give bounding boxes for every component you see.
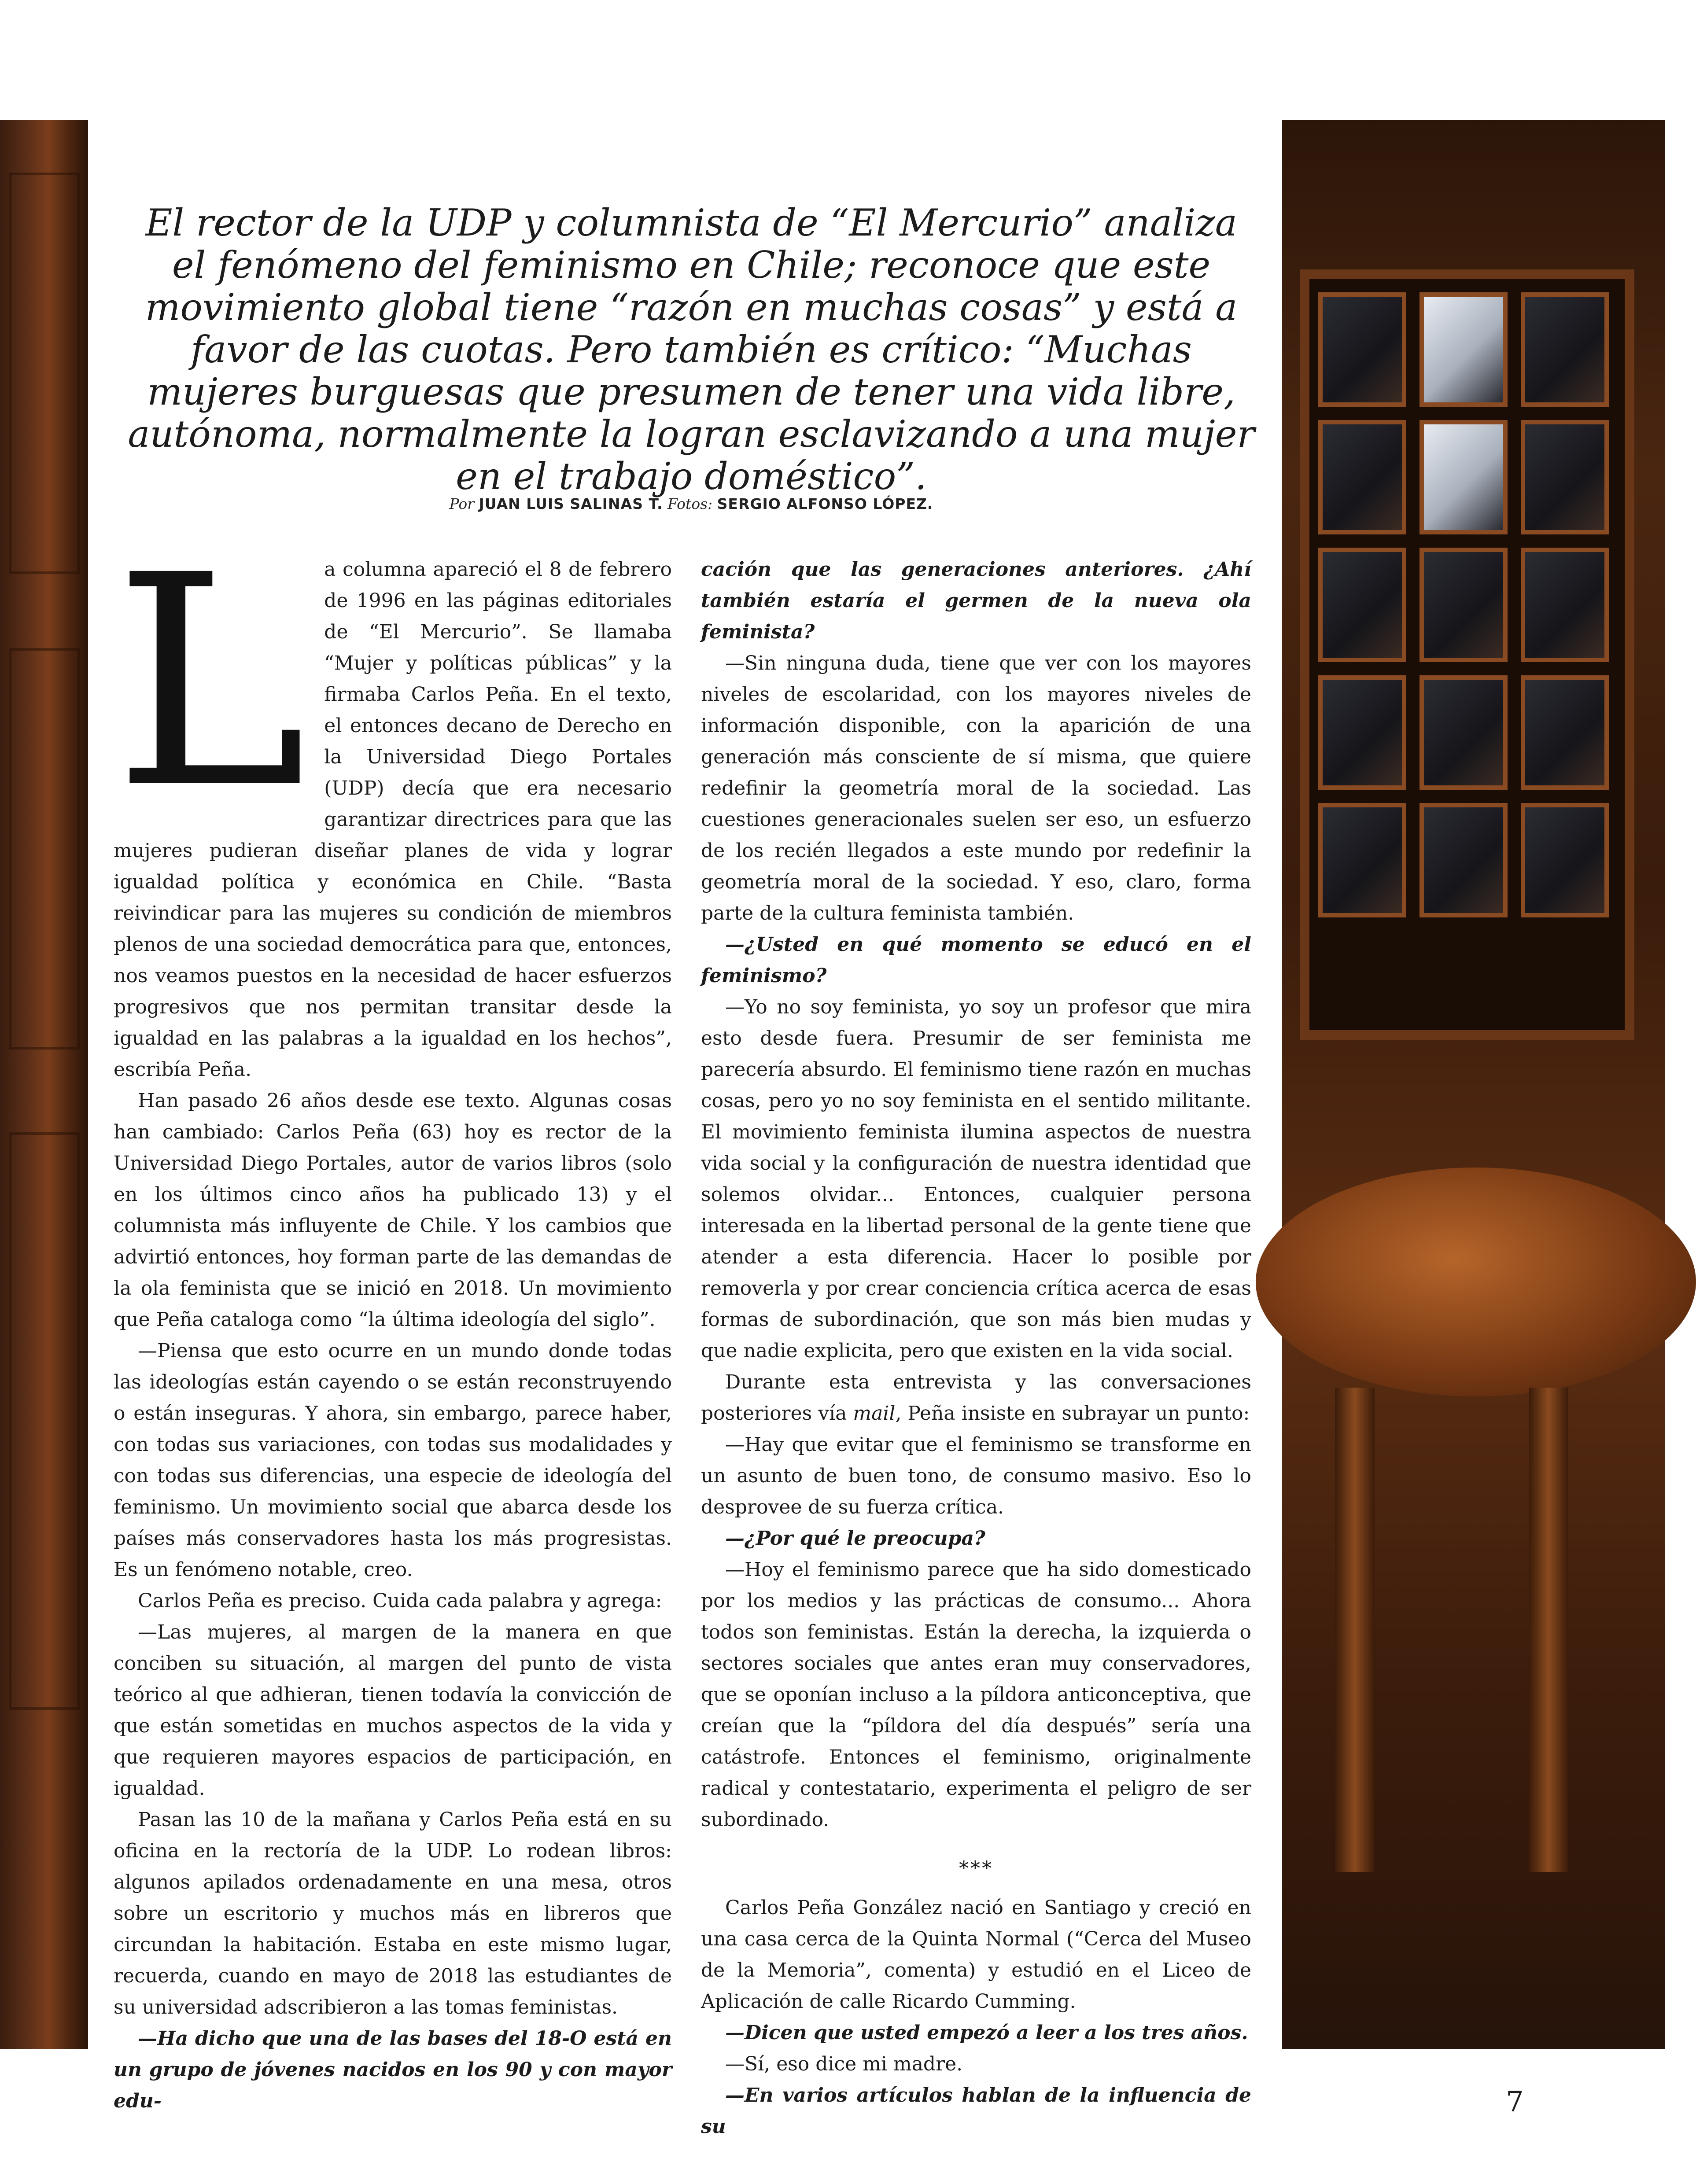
glass-pane	[1318, 292, 1406, 407]
glass-pane	[1419, 675, 1508, 790]
paragraph: —Las mujeres, al margen de la manera en que conciben su situación, al margen del punto de vista teórico al que adhieran, tienen todavía la convicción de que están sometidas en muchos aspectos de la vida y que requieren mayores espacios de participación, en igualdad.	[114, 1621, 672, 1800]
glass-pane	[1419, 420, 1508, 534]
glass-pane	[1521, 803, 1609, 917]
paragraph-text: Durante esta entrevista y las conversaciones posteriores vía	[701, 1371, 1251, 1425]
interview-question: —Dicen que usted empezó a leer a los tres años.	[725, 2022, 1248, 2044]
byline	[128, 495, 1255, 512]
interview-answer: —Yo no soy feminista, yo soy un profesor que mira esto desde fuera. Presumir de ser feminista me parecería absurdo. El feminismo tiene razón en muchas cosas, pero yo no soy feminista en el sentido militante. El movimiento feminista ilumina aspectos de nuestra vida social y la configuración de nuestra identidad que solemos olvidar... Entonces, cualquier persona interesada en la libertad personal de la gente tiene que atender a esta diferencia. Hacer lo posible por removerla y por crear conciencia crítica acerca de esas formas de subordinación, que son más bien mudas y que nadie explicita, pero que existen en la vida social.	[701, 996, 1251, 1362]
paragraph: a columna apareció el 8 de febrero de 1996 en las páginas editoriales de “El Mercurio”. Se llamaba “Mujer y políticas públicas” y la firmaba Carlos Peña. En el texto, el entonces decano de Derecho en la Universidad Diego Portales (UDP) decía que era necesario garantizar directrices para que las mujeres pudieran diseñar planes de vida y lograr igualdad política y económica en Chile. “Basta reivindicar para las mujeres su condición de miembros plenos de una sociedad democrática para que, entonces, nos veamos puestos en la necesidad de hacer esfuerzos progresivos que nos permitan transitar desde la igualdad en las palabras a la igualdad en los hechos”, escribía Peña.	[114, 558, 672, 1081]
paragraph: Carlos Peña González nació en Santiago y creció en una casa cerca de la Quinta Normal (“Cerca del Museo de la Memoria”, comenta) y estudió en el Liceo de Aplicación de calle Ricardo Cumming.	[701, 1897, 1251, 2013]
glass-pane	[1521, 675, 1609, 790]
interview-question: —En varios artículos hablan de la influencia de su	[701, 2084, 1251, 2138]
interview-question: cación que las generaciones anteriores. ¿Ahí también estaría el germen de la nueva ola feminista?	[701, 558, 1251, 643]
paragraph: Pasan las 10 de la mañana y Carlos Peña está en su oficina en la rectoría de la UDP. Lo rodean libros: algunos apilados ordenadamente en una mesa, otros sobre un escritorio y muchos más en libreros que circundan la habitación. Estaba en este mismo lugar, recuerda, cuando en mayo de 2018 las estudiantes de su universidad adscribieron a las tomas feministas.	[114, 1808, 672, 2018]
interview-question: —¿Usted en qué momento se educó en el feminismo?	[701, 933, 1251, 987]
paragraph: —Piensa que esto ocurre en un mundo donde todas las ideologías están cayendo o se están reconstruyendo o están inseguras. Y ahora, sin embargo, parece haber, con todas sus variaciones, con todas sus modalidades y con todas sus diferencias, una especie de ideología del feminismo. Un movimiento social que abarca desde los países más conservadores hasta los más progresistas. Es un fenómeno notable, creo.	[114, 1340, 672, 1581]
article-column-left	[114, 513, 672, 2112]
section-break: ***	[959, 1857, 993, 1880]
glass-pane	[1318, 675, 1406, 790]
interview-question: —Ha dicho que una de las bases del 18-O está en un grupo de jóvenes nacidos en los 90 y con mayor edu-	[114, 2027, 672, 2112]
interview-answer: —Hay que evitar que el feminismo se transforme en un asunto de buen tono, de consumo masivo. Eso lo desprovee de su fuerza crítica.	[701, 1433, 1251, 1518]
interview-answer: —Sí, eso dice mi madre.	[725, 2053, 963, 2075]
interview-answer: —Sin ninguna duda, tiene que ver con los mayores niveles de escolaridad, con los mayores niveles de información disponible, con la aparición de una generación más consciente de sí misma, que quiere redefinir la geometría moral de la sociedad. Las cuestiones generacionales suelen ser eso, un esfuerzo de los recién llegados a este mundo por redefinir la geometría moral de la sociedad. Y eso, claro, forma parte de la cultura feminista también.	[701, 652, 1251, 924]
byline-fotos-label: Fotos:	[667, 495, 713, 512]
paragraph: Carlos Peña es preciso. Cuida cada palabra y agrega:	[138, 1590, 662, 1612]
interview-question: —¿Por qué le preocupa?	[725, 1527, 985, 1550]
italic-word: mail	[853, 1402, 896, 1425]
glass-pane	[1318, 420, 1406, 534]
round-table	[1256, 1168, 1696, 1396]
office-photo-left	[0, 120, 88, 2049]
drop-cap: L	[114, 513, 307, 851]
paragraph: Han pasado 26 años desde ese texto. Algunas cosas han cambiado: Carlos Peña (63) hoy es rector de la Universidad Diego Portales, autor de varios libros (solo en los últimos cinco años ha publicado 13) y el columnista más influyente de Chile. Y los cambios que advirtió entonces, hoy forman parte de las demandas de la ola feminista que se inició en 2018. Un movimiento que Peña cataloga como “la última ideología del siglo”.	[114, 1090, 672, 1331]
wood-panel	[9, 173, 80, 574]
wood-panel	[9, 648, 80, 1050]
byline-author: JUAN LUIS SALINAS T.	[479, 495, 663, 512]
glass-pane	[1521, 548, 1609, 662]
article-column-right	[701, 554, 1251, 2138]
paragraph-text: , Peña insiste en subrayar un punto:	[895, 1402, 1250, 1425]
paragraph	[701, 1366, 1251, 1429]
glass-pane	[1318, 803, 1406, 917]
byline-photographer: SERGIO ALFONSO LÓPEZ.	[717, 495, 933, 512]
article-deck: El rector de la UDP y columnista de “El Mercurio” analiza el fenómeno del feminismo en Chile; reconoce que este movimiento global tiene “razón en muchas cosas” y está a favor de las cuotas. Pero también es crítico: “Muchas mujeres burguesas que presumen de tener una vida libre, autónoma, normalmente la logran esclavizando a una mujer en el trabajo doméstico”.	[128, 201, 1255, 498]
glass-pane	[1419, 803, 1508, 917]
glass-pane	[1521, 420, 1609, 534]
glass-pane	[1318, 548, 1406, 662]
glass-pane	[1419, 548, 1508, 662]
glass-pane	[1521, 292, 1609, 407]
glass-bookcase	[1300, 269, 1634, 1040]
glass-pane	[1419, 292, 1508, 407]
office-photo-right	[1282, 120, 1665, 2049]
table-leg	[1335, 1388, 1375, 1872]
table-leg	[1529, 1388, 1568, 1872]
interview-answer: —Hoy el feminismo parece que ha sido domesticado por los medios y las prácticas de consumo... Ahora todos son feministas. Están la derecha, la izquierda o sectores sociales que antes eran muy conservadores, que se oponían incluso a la píldora anticonceptiva, que creían que la “píldora del día después” sería una catástrofe. Entonces el feminismo, originalmente radical y contestatario, experimenta el peligro de ser subordinado.	[701, 1558, 1251, 1831]
chair-back	[9, 1132, 80, 1710]
byline-por-label: Por	[449, 495, 475, 512]
page-number: 7	[1506, 2086, 1524, 2118]
